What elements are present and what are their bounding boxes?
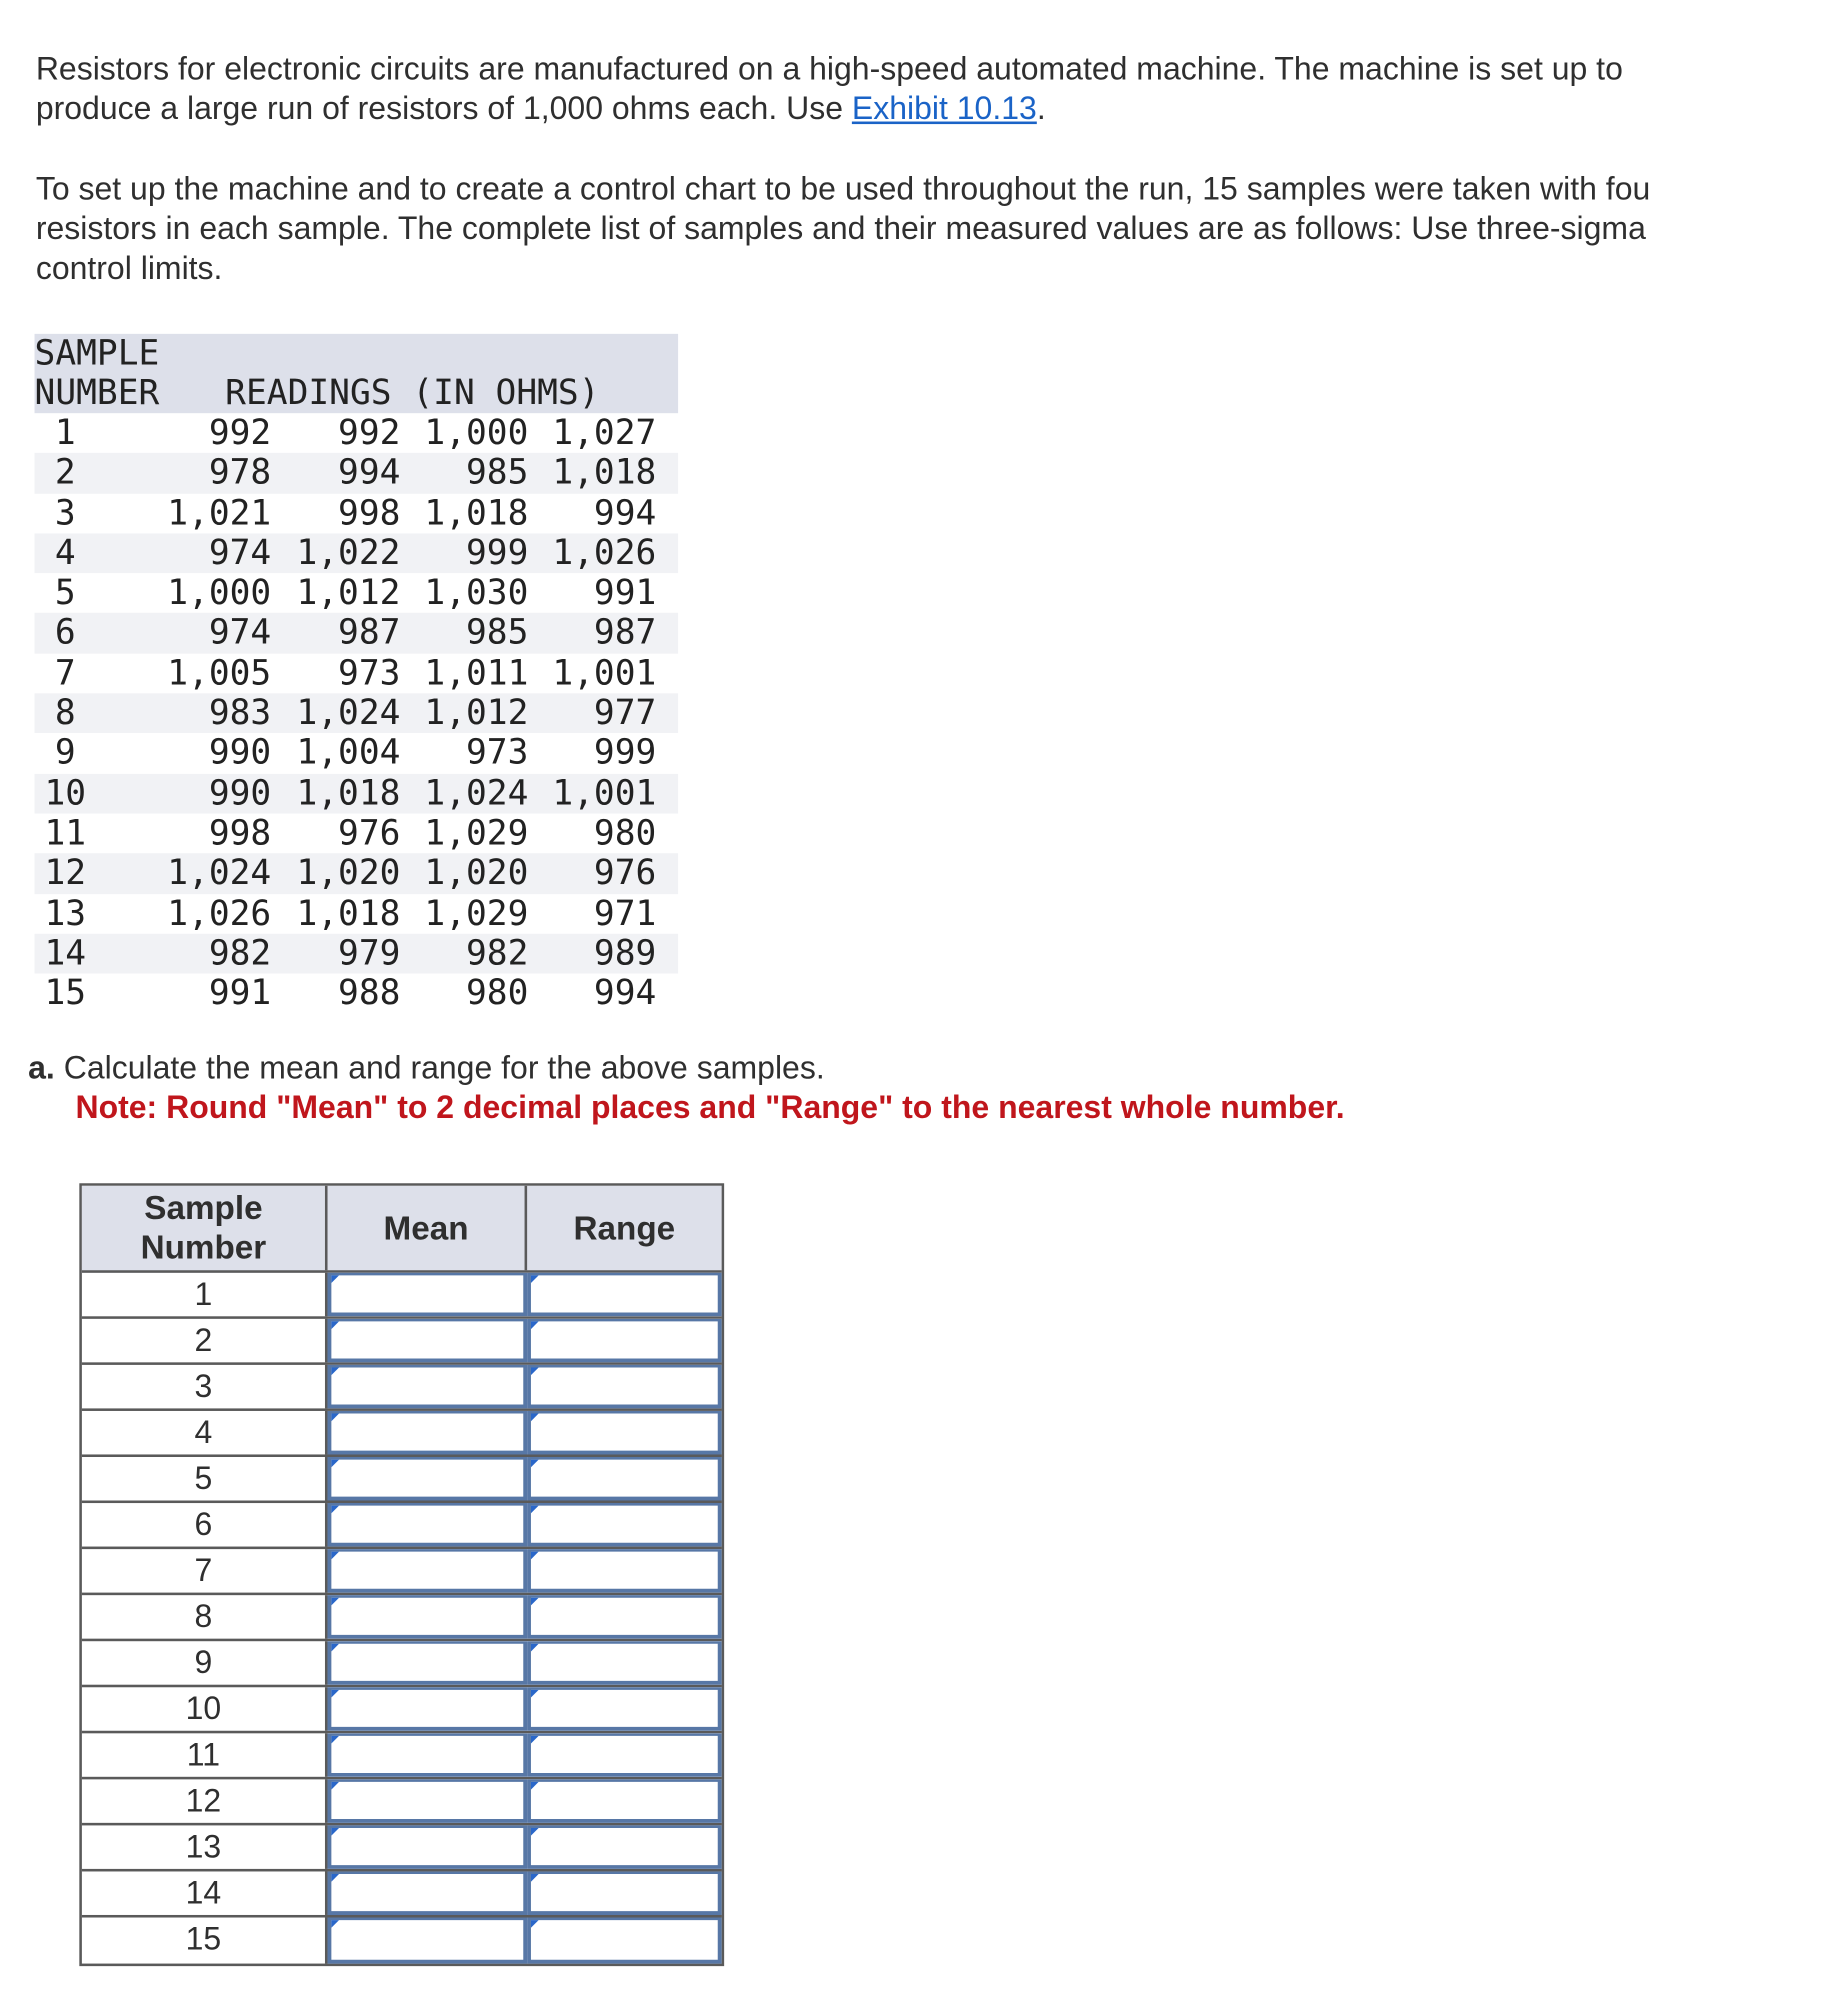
readings-sample-number: 1: [54, 413, 76, 453]
range-cell: [527, 1319, 721, 1362]
reading-value-3: 985: [465, 453, 529, 493]
readings-sample-number: 5: [54, 573, 76, 613]
mean-cell: [328, 1779, 528, 1822]
readings-row: [35, 613, 679, 653]
answer-sample-number: 8: [82, 1595, 328, 1638]
answer-table-body: [82, 1273, 722, 1964]
answer-row: [82, 1411, 722, 1457]
answer-row: [82, 1687, 722, 1733]
input-marker-icon: [531, 1275, 539, 1283]
reading-value-1: 974: [208, 533, 272, 573]
readings-sample-number: 12: [44, 853, 87, 894]
input-marker-icon: [331, 1920, 339, 1928]
reading-value-3: 1,029: [424, 813, 529, 854]
reading-value-2: 979: [338, 933, 401, 974]
readings-row: [35, 413, 679, 453]
readings-sample-number: 9: [54, 733, 76, 774]
readings-row: [35, 773, 679, 813]
answer-row: [82, 1779, 722, 1825]
reading-value-2: 1,024: [296, 693, 401, 734]
range-input[interactable]: [531, 1275, 718, 1312]
setup-line-1: To set up the machine and to create a control chart to be used throughout the run, 15 samples were taken with fou: [35, 171, 1651, 208]
readings-sample-number: 13: [44, 893, 87, 934]
range-input[interactable]: [531, 1690, 718, 1727]
mean-cell: [328, 1595, 528, 1638]
input-marker-icon: [531, 1736, 539, 1744]
reading-value-3: 1,029: [424, 893, 529, 934]
readings-row: [35, 814, 679, 854]
mean-input[interactable]: [331, 1552, 523, 1589]
range-cell: [527, 1549, 721, 1592]
answer-sample-number: 6: [82, 1503, 328, 1546]
answer-sample-number: 14: [82, 1871, 328, 1914]
answer-row: [82, 1918, 722, 1964]
rounding-note: Note: Round "Mean" to 2 decimal places and "Range" to the nearest whole number.: [75, 1089, 1345, 1126]
header-readings: READINGS (IN OHMS): [225, 373, 600, 414]
range-cell: [527, 1641, 721, 1684]
reading-value-4: 980: [593, 813, 657, 854]
question-a-label: a.: [28, 1050, 55, 1087]
reading-value-3: 1,000: [424, 413, 529, 453]
answer-sample-number: 12: [82, 1779, 328, 1822]
range-input[interactable]: [531, 1828, 718, 1865]
readings-row: [35, 533, 679, 573]
intro-line-2-prefix: produce a large run of resistors of 1,000 ohms each. Use: [35, 90, 852, 127]
input-marker-icon: [331, 1598, 339, 1606]
mean-input[interactable]: [331, 1736, 523, 1773]
range-input[interactable]: [531, 1920, 718, 1960]
mean-cell: [328, 1411, 528, 1454]
reading-value-2: 1,012: [296, 573, 401, 613]
reading-value-4: 987: [593, 613, 657, 654]
mean-cell: [328, 1733, 528, 1776]
answer-table: [79, 1183, 724, 1966]
readings-table-header: [35, 334, 679, 413]
mean-input[interactable]: [331, 1644, 523, 1681]
answer-sample-number: 1: [82, 1273, 328, 1316]
answer-sample-number: 13: [82, 1825, 328, 1868]
readings-sample-number: 15: [44, 973, 87, 1014]
header-mean: Mean: [328, 1186, 528, 1270]
range-cell: [527, 1365, 721, 1408]
readings-sample-number: 4: [54, 533, 76, 573]
mean-cell: [328, 1918, 528, 1964]
setup-line-3: control limits.: [35, 250, 223, 287]
reading-value-1: 991: [208, 973, 272, 1014]
answer-sample-number: 3: [82, 1365, 328, 1408]
reading-value-4: 994: [593, 973, 657, 1014]
input-marker-icon: [531, 1920, 539, 1928]
range-input[interactable]: [531, 1414, 718, 1451]
mean-cell: [328, 1825, 528, 1868]
setup-paragraph: [36, 170, 1827, 289]
answer-sample-number: 11: [82, 1733, 328, 1776]
input-marker-icon: [331, 1782, 339, 1790]
range-input[interactable]: [531, 1321, 718, 1358]
header-sample-line-1: Sample: [144, 1188, 263, 1227]
input-marker-icon: [331, 1690, 339, 1698]
header-range: Range: [573, 1208, 676, 1247]
input-marker-icon: [331, 1460, 339, 1468]
mean-cell: [328, 1687, 528, 1730]
reading-value-4: 1,018: [552, 453, 657, 493]
range-input[interactable]: [531, 1506, 718, 1543]
answer-row: [82, 1825, 722, 1871]
answer-row: [82, 1365, 722, 1411]
range-cell: [527, 1733, 721, 1776]
reading-value-1: 1,021: [167, 493, 272, 533]
mean-input[interactable]: [331, 1414, 523, 1451]
reading-value-2: 973: [338, 653, 401, 694]
input-marker-icon: [531, 1828, 539, 1836]
range-cell: [527, 1871, 721, 1914]
range-input[interactable]: [531, 1598, 718, 1635]
header-number: NUMBER: [34, 373, 160, 414]
reading-value-4: 1,001: [552, 773, 657, 814]
answer-row: [82, 1503, 722, 1549]
readings-row: [35, 573, 679, 613]
readings-sample-number: 6: [54, 613, 76, 654]
input-marker-icon: [331, 1644, 339, 1652]
input-marker-icon: [331, 1552, 339, 1560]
answer-sample-number: 10: [82, 1687, 328, 1730]
answer-row: [82, 1319, 722, 1365]
range-cell: [527, 1411, 721, 1454]
intro-line-2-suffix: .: [1036, 90, 1046, 127]
readings-sample-number: 10: [44, 773, 87, 814]
answer-sample-number: 4: [82, 1411, 328, 1454]
mean-cell: [328, 1457, 528, 1500]
input-marker-icon: [531, 1321, 539, 1329]
answer-row: [82, 1457, 722, 1503]
mean-cell: [328, 1319, 528, 1362]
reading-value-1: 983: [208, 693, 272, 734]
input-marker-icon: [531, 1874, 539, 1882]
mean-cell: [328, 1641, 528, 1684]
reading-value-2: 1,020: [296, 853, 401, 894]
readings-sample-number: 3: [54, 493, 76, 533]
input-marker-icon: [331, 1414, 339, 1422]
range-input[interactable]: [531, 1552, 718, 1589]
answer-row: [82, 1733, 722, 1779]
answer-row: [82, 1273, 722, 1319]
question-a: [28, 1049, 825, 1089]
range-input[interactable]: [531, 1367, 718, 1404]
reading-value-3: 1,030: [424, 573, 529, 613]
readings-row: [35, 653, 679, 693]
mean-cell: [328, 1273, 528, 1316]
readings-row: [35, 854, 679, 894]
answer-sample-number: 5: [82, 1457, 328, 1500]
reading-value-2: 988: [338, 973, 401, 1014]
reading-value-4: 1,026: [552, 533, 657, 573]
answer-sample-number: 9: [82, 1641, 328, 1684]
range-cell: [527, 1779, 721, 1822]
question-a-text: Calculate the mean and range for the above samples.: [54, 1050, 825, 1087]
readings-row: [35, 934, 679, 974]
mean-cell: [328, 1549, 528, 1592]
readings-sample-number: 8: [54, 693, 76, 734]
range-cell: [527, 1503, 721, 1546]
reading-value-4: 999: [593, 733, 657, 774]
exhibit-link[interactable]: Exhibit 10.13: [851, 90, 1037, 127]
input-marker-icon: [531, 1367, 539, 1375]
answer-row: [82, 1871, 722, 1917]
reading-value-1: 1,026: [167, 893, 272, 934]
mean-input[interactable]: [331, 1828, 523, 1865]
mean-input[interactable]: [331, 1690, 523, 1727]
reading-value-2: 992: [338, 413, 401, 453]
reading-value-4: 1,027: [552, 413, 657, 453]
reading-value-2: 1,022: [296, 533, 401, 573]
answer-table-header: [82, 1186, 722, 1273]
reading-value-2: 1,018: [296, 773, 401, 814]
reading-value-2: 994: [338, 453, 401, 493]
intro-line-2: [36, 90, 1827, 130]
mean-input[interactable]: [331, 1460, 523, 1497]
answer-sample-number: 2: [82, 1319, 328, 1362]
reading-value-3: 1,011: [424, 653, 529, 694]
range-cell: [527, 1918, 721, 1964]
input-marker-icon: [331, 1828, 339, 1836]
range-input[interactable]: [531, 1874, 718, 1911]
readings-table-body: [35, 413, 679, 1014]
readings-row: [35, 453, 679, 493]
intro-paragraph: [36, 50, 1827, 129]
readings-row: [35, 493, 679, 533]
reading-value-2: 1,018: [296, 893, 401, 934]
mean-cell: [328, 1871, 528, 1914]
intro-line-1: Resistors for electronic circuits are manufactured on a high-speed automated machine. The machine is set up to: [35, 51, 1623, 87]
reading-value-4: 991: [593, 573, 657, 613]
input-marker-icon: [331, 1367, 339, 1375]
range-cell: [527, 1595, 721, 1638]
range-cell: [527, 1273, 721, 1316]
input-marker-icon: [331, 1736, 339, 1744]
input-marker-icon: [531, 1598, 539, 1606]
answer-sample-number: 7: [82, 1549, 328, 1592]
input-marker-icon: [531, 1552, 539, 1560]
reading-value-2: 976: [338, 813, 401, 854]
input-marker-icon: [531, 1782, 539, 1790]
input-marker-icon: [331, 1321, 339, 1329]
input-marker-icon: [531, 1460, 539, 1468]
reading-value-3: 999: [465, 533, 529, 573]
mean-input[interactable]: [331, 1874, 523, 1911]
readings-sample-number: 11: [44, 813, 87, 854]
answer-row: [82, 1595, 722, 1641]
readings-table: [35, 334, 679, 1014]
reading-value-1: 990: [208, 773, 272, 814]
reading-value-4: 989: [593, 933, 657, 974]
input-marker-icon: [331, 1874, 339, 1882]
readings-row: [35, 733, 679, 773]
reading-value-4: 994: [593, 493, 657, 533]
mean-input[interactable]: [331, 1367, 523, 1404]
reading-value-4: 976: [593, 853, 657, 894]
header-sample-line-2: Number: [140, 1228, 267, 1267]
range-input[interactable]: [531, 1644, 718, 1681]
reading-value-3: 973: [465, 733, 529, 774]
reading-value-1: 1,000: [167, 573, 272, 613]
reading-value-4: 1,001: [552, 653, 657, 694]
readings-sample-number: 2: [54, 453, 76, 493]
reading-value-1: 978: [208, 453, 272, 493]
mean-cell: [328, 1365, 528, 1408]
range-input[interactable]: [531, 1782, 718, 1819]
readings-row: [35, 693, 679, 733]
header-sample: SAMPLE: [34, 333, 160, 374]
mean-input[interactable]: [331, 1598, 523, 1635]
mean-input[interactable]: [331, 1506, 523, 1543]
reading-value-2: 1,004: [296, 733, 401, 774]
reading-value-3: 985: [465, 613, 529, 654]
reading-value-2: 998: [338, 493, 401, 533]
input-marker-icon: [531, 1644, 539, 1652]
reading-value-3: 980: [465, 973, 529, 1014]
reading-value-4: 977: [593, 693, 657, 734]
input-marker-icon: [531, 1506, 539, 1514]
input-marker-icon: [331, 1506, 339, 1514]
range-cell: [527, 1457, 721, 1500]
range-cell: [527, 1687, 721, 1730]
input-marker-icon: [531, 1414, 539, 1422]
reading-value-1: 990: [208, 733, 272, 774]
reading-value-1: 998: [208, 813, 272, 854]
readings-row: [35, 894, 679, 934]
reading-value-3: 982: [465, 933, 529, 974]
range-cell: [527, 1825, 721, 1868]
answer-row: [82, 1549, 722, 1595]
header-sample-number: [82, 1186, 328, 1270]
reading-value-1: 992: [208, 413, 272, 453]
input-marker-icon: [331, 1275, 339, 1283]
mean-cell: [328, 1503, 528, 1546]
range-input[interactable]: [531, 1460, 718, 1497]
mean-input[interactable]: [331, 1321, 523, 1358]
reading-value-3: 1,020: [424, 853, 529, 894]
readings-sample-number: 14: [44, 933, 87, 974]
input-marker-icon: [531, 1690, 539, 1698]
answer-sample-number: 15: [82, 1918, 328, 1964]
reading-value-4: 971: [593, 893, 657, 934]
reading-value-1: 974: [208, 613, 272, 654]
reading-value-1: 1,024: [167, 853, 272, 894]
reading-value-3: 1,024: [424, 773, 529, 814]
readings-sample-number: 7: [54, 653, 76, 694]
mean-input[interactable]: [331, 1782, 523, 1819]
reading-value-2: 987: [338, 613, 401, 654]
reading-value-3: 1,018: [424, 493, 529, 533]
setup-line-2: resistors in each sample. The complete list of samples and their measured values are as follows: Use three-sigma: [35, 211, 1646, 247]
answer-row: [82, 1641, 722, 1687]
reading-value-3: 1,012: [424, 693, 529, 734]
reading-value-1: 982: [208, 933, 272, 974]
readings-row: [35, 974, 679, 1014]
mean-input[interactable]: [331, 1920, 523, 1960]
reading-value-1: 1,005: [167, 653, 272, 694]
mean-input[interactable]: [331, 1275, 523, 1312]
range-input[interactable]: [531, 1736, 718, 1773]
